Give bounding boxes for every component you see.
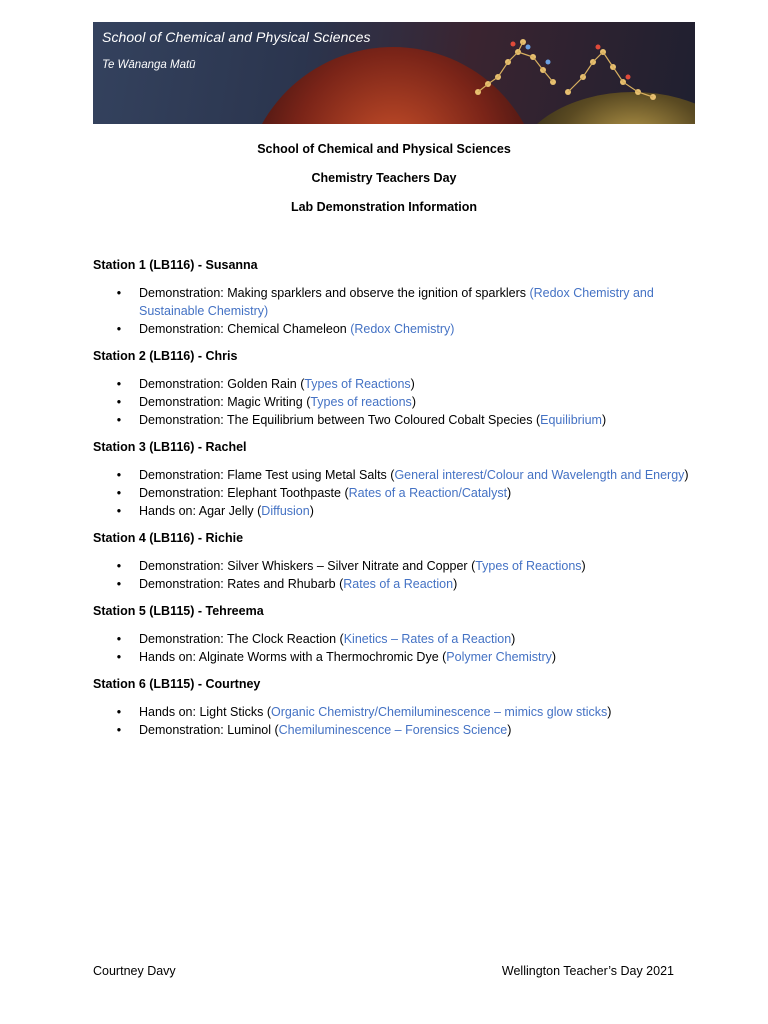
document-heading-event: Chemistry Teachers Day (311, 171, 457, 185)
item-text: Demonstration: Elephant Toothpaste ( (139, 486, 349, 500)
station-title: Station 2 (LB116) - Chris (93, 349, 238, 363)
station-item-list (93, 375, 693, 429)
item-topic: General interest/Colour and Wavelength and Energy (394, 468, 685, 482)
list-item (93, 703, 693, 721)
list-item (93, 575, 693, 593)
item-text: Demonstration: Golden Rain ( (139, 377, 305, 391)
banner-subtitle: Te Wānanga Matū (102, 59, 196, 71)
bullet-icon: • (116, 322, 122, 336)
item-text: Hands on: Light Sticks ( (139, 705, 272, 719)
list-item (93, 648, 693, 666)
item-topic: Equilibrium (540, 413, 602, 427)
list-item (93, 630, 693, 648)
list-item (93, 320, 693, 338)
list-item (93, 393, 693, 411)
item-close-paren: ) (410, 377, 415, 391)
item-close-paren: ) (309, 504, 314, 518)
item-text: Demonstration: Silver Whiskers – Silver Nitrate and Copper ( (139, 559, 476, 573)
item-topic: Chemiluminescence – Forensics Science (278, 723, 508, 737)
item-topic: Organic Chemistry/Chemiluminescence – mimics glow sticks (271, 705, 608, 719)
station-title: Station 3 (LB116) - Rachel (93, 440, 247, 454)
item-topic: (Redox Chemistry and Sustainable Chemistry) (139, 286, 654, 318)
bullet-icon: • (116, 395, 122, 409)
header-banner (93, 22, 695, 124)
item-close-paren: ) (684, 468, 689, 482)
item-topic: Diffusion (261, 504, 310, 518)
item-topic: Types of Reactions (304, 377, 411, 391)
station-item-list (93, 703, 693, 739)
item-topic: (Redox Chemistry) (350, 322, 455, 336)
station-title: Station 5 (LB115) - Tehreema (93, 604, 264, 618)
item-text: Demonstration: The Equilibrium between Two Coloured Cobalt Species ( (139, 413, 541, 427)
list-item (93, 557, 693, 575)
item-text: Demonstration: Flame Test using Metal Salts ( (139, 468, 395, 482)
station-item-list (93, 284, 693, 338)
station-item-list (93, 630, 693, 666)
list-item (93, 484, 693, 502)
bullet-icon: • (116, 559, 122, 573)
list-item (93, 502, 693, 520)
item-topic: Types of Reactions (475, 559, 582, 573)
bullet-icon: • (116, 577, 122, 591)
footer-event: Wellington Teacher’s Day 2021 (501, 964, 674, 978)
molecule-cluster (475, 39, 656, 100)
document-heading-school: School of Chemical and Physical Sciences (257, 142, 511, 156)
item-text: Demonstration: Making sparklers and observe the ignition of sparklers (139, 286, 530, 300)
list-item (93, 375, 693, 393)
item-close-paren: ) (581, 559, 586, 573)
bullet-icon: • (116, 286, 122, 300)
bullet-icon: • (116, 632, 122, 646)
footer-author: Courtney Davy (93, 964, 176, 978)
item-close-paren: ) (551, 650, 557, 664)
list-item (93, 284, 693, 320)
station-item-list (93, 466, 693, 520)
item-close-paren: ) (511, 632, 516, 646)
item-close-paren: ) (601, 413, 607, 427)
item-topic: Rates of a Reaction (343, 577, 454, 591)
item-topic: Polymer Chemistry (446, 650, 552, 664)
planet-shape (243, 47, 543, 124)
bullet-icon: • (116, 377, 122, 391)
globe-shape (513, 92, 695, 124)
bullet-icon: • (116, 650, 122, 664)
item-text: Hands on: Alginate Worms with a Thermochromic Dye ( (139, 650, 447, 664)
bullet-icon: • (116, 723, 122, 737)
stations-list (93, 257, 693, 749)
item-topic: Rates of a Reaction/Catalyst (348, 486, 508, 500)
bullet-icon: • (116, 468, 122, 482)
list-item (93, 466, 693, 484)
item-close-paren: ) (507, 486, 512, 500)
station-item-list (93, 557, 693, 593)
molecule-blue-atoms (526, 45, 551, 65)
item-close-paren: ) (607, 705, 612, 719)
document-heading-info: Lab Demonstration Information (290, 200, 478, 214)
item-text: Demonstration: Rates and Rhubarb ( (139, 577, 344, 591)
station-title: Station 6 (LB115) - Courtney (93, 677, 261, 691)
molecule-bonds (478, 42, 653, 97)
item-text: Demonstration: Magic Writing ( (139, 395, 311, 409)
bullet-icon: • (116, 486, 122, 500)
item-close-paren: ) (411, 395, 416, 409)
banner-title: School of Chemical and Physical Sciences (102, 29, 371, 45)
item-text: Demonstration: The Clock Reaction ( (139, 632, 344, 646)
item-close-paren: ) (453, 577, 458, 591)
item-text: Demonstration: Chemical Chameleon (139, 322, 351, 336)
item-text: Demonstration: Luminol ( (139, 723, 279, 737)
station-title: Station 4 (LB116) - Richie (93, 531, 244, 545)
item-topic: Types of reactions (310, 395, 412, 409)
item-topic: Kinetics – Rates of a Reaction (343, 632, 512, 646)
list-item (93, 721, 693, 739)
bullet-icon: • (116, 413, 122, 427)
item-text: Hands on: Agar Jelly ( (139, 504, 262, 518)
station-title: Station 1 (LB116) - Susanna (93, 258, 258, 272)
item-close-paren: ) (507, 723, 512, 737)
list-item (93, 411, 693, 429)
bullet-icon: • (116, 504, 122, 518)
bullet-icon: • (116, 705, 122, 719)
